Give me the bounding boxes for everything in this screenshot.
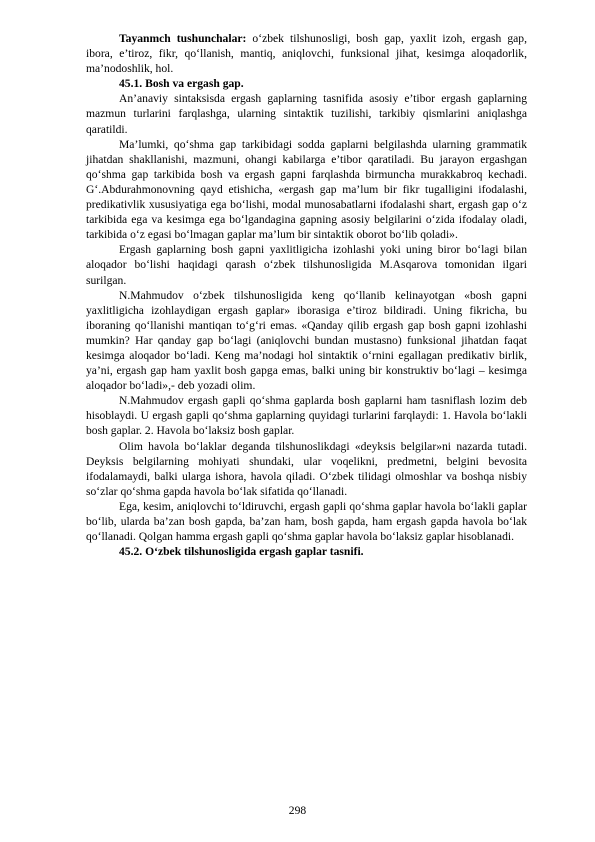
body-paragraph: N.Mahmudov o‘zbek tilshunosligida keng qo‘llanib kelinayotgan «bosh gapni yaxlitligicha izohlaydigan ergash gaplar» iborasiga e’tiroz bildiradi. Uning fikricha, bu iboraning qo‘llanishi mantiqan to‘g‘ri emas. «Qanday qilib ergash gap bosh gapni izohlashi mumkin? Har qanday gap bo‘lagi (aniqlovchi bundan mustasno) funksional jihatdan faqat kesimga aloqador bo‘ladi. Keng ma’nodagi hol sintaktik o‘rnini egallagan predikativ birlik, ya’ni, ergash gap ham yaxlit bosh gapga emas, balki uning bir konstruktiv bo‘lagi – kesimga aloqador bo‘ladi»,- deb yozadi olim. [86,288,527,393]
key-concepts-text: o‘zbek tilshunosligi, bosh gap, yaxlit izoh, ergash gap, ibora, e’tiroz, fikr, qo‘llanish, mantiq, aniqlovchi, funksional jihat, kesimga aloqadorlik, ma’nodoshlik, hol. [86,32,527,76]
body-paragraph: N.Mahmudov ergash gapli qo‘shma gaplarda bosh gaplarni ham tasniflash lozim deb hisoblaydi. U ergash gapli qo‘shma gaplarning quyidagi turlarini farqlaydi: 1. Havola bo‘lakli bosh gaplar. 2. Havola bo‘laksiz bosh gaplar. [86,394,527,438]
body-paragraph: Ergash gaplarning bosh gapni yaxlitligicha izohlashi yoki uning biror bo‘lagi bilan aloqador bo‘lishi haqidagi qarash o‘zbek tilshunosligida M.Asqarova tomonidan ilgari surilgan. [86,243,527,287]
body-paragraph: An’anaviy sintaksisda ergash gaplarning tasnifida asosiy e’tibor ergash gaplarning mazmun turlarini farqlashga, ularning sintaktik tuzilishi, tarkibiy qismlarini aniqlashga qaratildi. [86,92,527,136]
body-paragraph: Olim havola bo‘laklar deganda tilshunoslikdagi «deyksis belgilar»ni nazarda tutadi. Deyksis belgilarning mohiyati shundaki, ular voqelikni, predmetni, belgini bevosita ifodalamaydi, balki ularga ishora, havola qiladi. O‘zbek tilidagi olmoshlar va boshqa nisbiy so‘zlar qo‘shma gapda havola bo‘lak sifatida qo‘llanadi. [86,439,527,498]
document-page [86,31,527,559]
key-concepts-paragraph [86,31,527,76]
page-number: 298 [288,804,307,817]
section-heading: 45.2. O‘zbek tilshunosligida ergash gaplar tasnifi. [119,545,364,559]
body-paragraph: Ma’lumki, qo‘shma gap tarkibidagi sodda gaplarni belgilashda ularning grammatik jihatdan shakllanishi, mazmuni, ohangi kabilarga e’tibor qaratiladi. Bu jarayon ergashgan qo‘shma gap tarkibida bosh va ergash gapni farqlashda birmuncha murakkabroq kechadi. G‘.Abdurahmonovning qayd etishicha, «ergash gap ma’lum bir fikr tugalligini ifodalashi, predikativlik xususiyatiga ega bo‘lishi, modal munosabatlarni ifodalashi shart, ergash gap o‘z tarkibida ega va kesimga ega bo‘lgandagina gapning asosiy belgilarini o‘zida ifodalay oladi, tarkibida o‘z egasi bo‘lmagan gaplar ma’lum bir sintaktik oborot bo‘lib qoladi». [86,137,527,242]
section-heading: 45.1. Bosh va ergash gap. [119,77,244,91]
body-paragraph: Ega, kesim, aniqlovchi to‘ldiruvchi, ergash gapli qo‘shma gaplar havola bo‘lakli gaplar bo‘lib, ularda ba’zan bosh gapda, ba’zan ham, bosh gapda, ham ergash gapda havola bo‘lak qo‘llanadi. Qolgan hamma ergash gapli qo‘shma gaplar havola bo‘laksiz gaplar hisoblanadi. [86,499,527,544]
key-concepts-label: Tayanmch tushunchalar: [119,32,247,45]
